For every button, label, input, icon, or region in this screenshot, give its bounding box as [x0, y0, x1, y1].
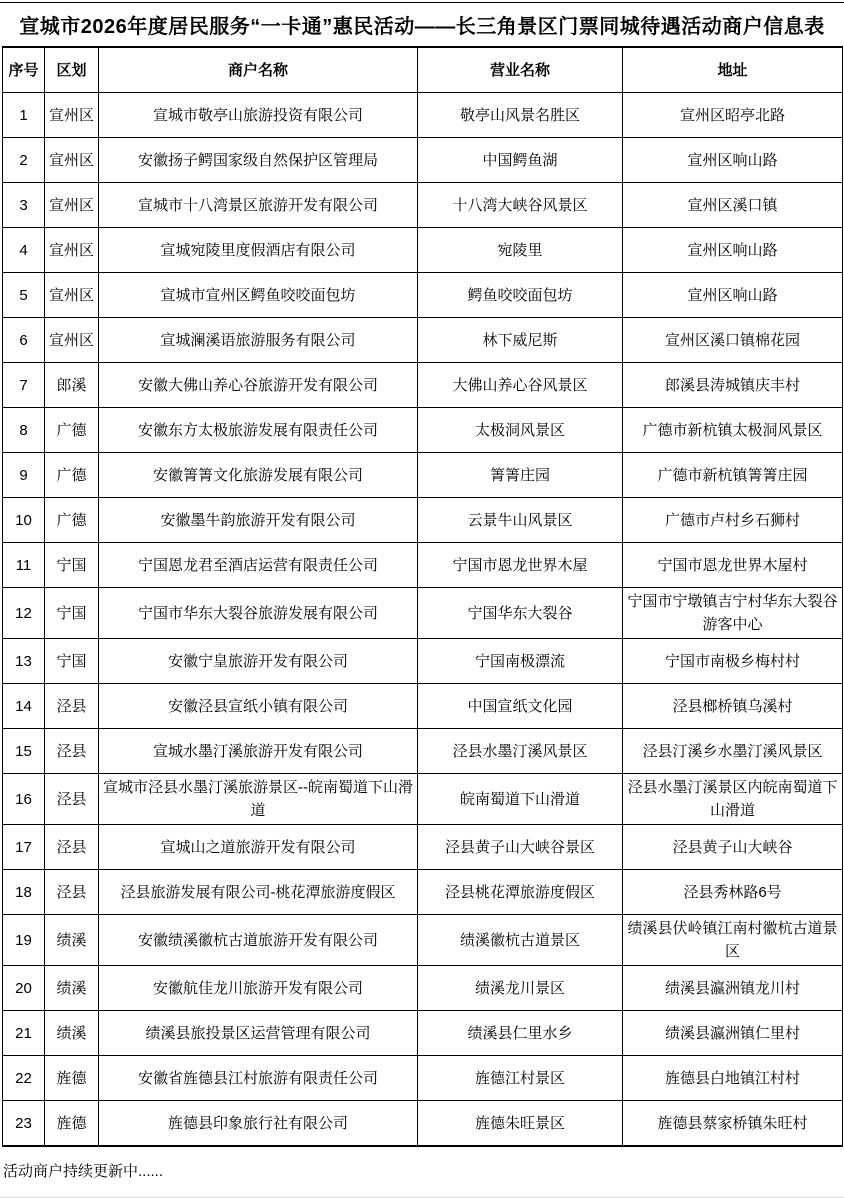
cell-business: 泾县水墨汀溪风景区 — [418, 729, 623, 774]
cell-seq: 16 — [3, 774, 45, 825]
cell-seq: 22 — [3, 1056, 45, 1101]
cell-merchant: 宁国恩龙君至酒店运营有限责任公司 — [99, 543, 418, 588]
cell-address: 泾县汀溪乡水墨汀溪风景区 — [623, 729, 843, 774]
cell-merchant: 安徽省旌德县江村旅游有限责任公司 — [99, 1056, 418, 1101]
cell-seq: 3 — [3, 183, 45, 228]
table-header-row — [3, 47, 843, 93]
cell-address: 旌德县白地镇江村村 — [623, 1056, 843, 1101]
table-row — [3, 498, 843, 543]
cell-business: 宁国南极漂流 — [418, 639, 623, 684]
cell-address: 泾县黄子山大峡谷 — [623, 825, 843, 870]
cell-merchant: 安徽绩溪徽杭古道旅游开发有限公司 — [99, 915, 418, 966]
cell-district: 宁国 — [45, 543, 99, 588]
cell-address: 绩溪县伏岭镇江南村徽杭古道景区 — [623, 915, 843, 966]
cell-seq: 1 — [3, 93, 45, 138]
cell-address: 宁国市恩龙世界木屋村 — [623, 543, 843, 588]
table-row — [3, 684, 843, 729]
cell-district: 宣州区 — [45, 93, 99, 138]
table-row — [3, 93, 843, 138]
header-address: 地址 — [623, 47, 843, 93]
table-row — [3, 1011, 843, 1056]
cell-district: 宁国 — [45, 639, 99, 684]
table-row — [3, 228, 843, 273]
cell-merchant: 宣城宛陵里度假酒店有限公司 — [99, 228, 418, 273]
cell-district: 泾县 — [45, 870, 99, 915]
cell-address: 绩溪县瀛洲镇仁里村 — [623, 1011, 843, 1056]
table-row — [3, 318, 843, 363]
cell-business: 中国鳄鱼湖 — [418, 138, 623, 183]
table-row — [3, 138, 843, 183]
page-title: 宣城市2026年度居民服务“一卡通”惠民活动——长三角景区门票同城待遇活动商户信息表 — [0, 2, 844, 46]
cell-district: 泾县 — [45, 774, 99, 825]
footer-note: 活动商户持续更新中...... — [3, 1163, 164, 1180]
cell-address: 宣州区响山路 — [623, 138, 843, 183]
cell-district: 广德 — [45, 498, 99, 543]
table-body — [3, 93, 843, 1147]
cell-seq: 4 — [3, 228, 45, 273]
cell-address: 宣州区响山路 — [623, 228, 843, 273]
table-row — [3, 915, 843, 966]
cell-seq: 13 — [3, 639, 45, 684]
cell-address: 宁国市宁墩镇吉宁村华东大裂谷游客中心 — [623, 588, 843, 639]
cell-address: 泾县水墨汀溪景区内皖南蜀道下山滑道 — [623, 774, 843, 825]
cell-seq: 11 — [3, 543, 45, 588]
cell-address: 郎溪县涛城镇庆丰村 — [623, 363, 843, 408]
table-row — [3, 273, 843, 318]
table-row — [3, 825, 843, 870]
cell-business: 箐箐庄园 — [418, 453, 623, 498]
cell-merchant: 安徽大佛山养心谷旅游开发有限公司 — [99, 363, 418, 408]
cell-district: 宣州区 — [45, 228, 99, 273]
cell-district: 泾县 — [45, 825, 99, 870]
cell-seq: 23 — [3, 1101, 45, 1147]
cell-business: 泾县桃花潭旅游度假区 — [418, 870, 623, 915]
cell-merchant: 绩溪县旅投景区运营管理有限公司 — [99, 1011, 418, 1056]
cell-seq: 21 — [3, 1011, 45, 1056]
table-row — [3, 774, 843, 825]
cell-address: 广德市卢村乡石狮村 — [623, 498, 843, 543]
cell-business: 云景牛山风景区 — [418, 498, 623, 543]
cell-seq: 17 — [3, 825, 45, 870]
cell-address: 广德市新杭镇太极洞风景区 — [623, 408, 843, 453]
cell-seq: 20 — [3, 966, 45, 1011]
cell-business: 绩溪龙川景区 — [418, 966, 623, 1011]
cell-merchant: 宣城市宣州区鳄鱼咬咬面包坊 — [99, 273, 418, 318]
cell-merchant: 安徽泾县宣纸小镇有限公司 — [99, 684, 418, 729]
cell-merchant: 宣城市十八湾景区旅游开发有限公司 — [99, 183, 418, 228]
cell-business: 鳄鱼咬咬面包坊 — [418, 273, 623, 318]
cell-business: 十八湾大峡谷风景区 — [418, 183, 623, 228]
cell-merchant: 安徽宁皇旅游开发有限公司 — [99, 639, 418, 684]
table-row — [3, 408, 843, 453]
table-row — [3, 729, 843, 774]
cell-seq: 9 — [3, 453, 45, 498]
cell-district: 郎溪 — [45, 363, 99, 408]
cell-district: 宣州区 — [45, 183, 99, 228]
cell-address: 泾县秀林路6号 — [623, 870, 843, 915]
cell-business: 皖南蜀道下山滑道 — [418, 774, 623, 825]
table-row — [3, 543, 843, 588]
cell-business: 大佛山养心谷风景区 — [418, 363, 623, 408]
header-merchant: 商户名称 — [99, 47, 418, 93]
header-seq: 序号 — [3, 47, 45, 93]
cell-district: 宣州区 — [45, 318, 99, 363]
table-row — [3, 1101, 843, 1147]
cell-business: 绩溪县仁里水乡 — [418, 1011, 623, 1056]
cell-district: 泾县 — [45, 684, 99, 729]
cell-district: 宁国 — [45, 588, 99, 639]
cell-district: 绩溪 — [45, 1011, 99, 1056]
cell-business: 林下威尼斯 — [418, 318, 623, 363]
cell-seq: 8 — [3, 408, 45, 453]
cell-district: 宣州区 — [45, 273, 99, 318]
cell-seq: 12 — [3, 588, 45, 639]
cell-district: 绩溪 — [45, 915, 99, 966]
table-row — [3, 363, 843, 408]
cell-business: 宛陵里 — [418, 228, 623, 273]
cell-district: 旌德 — [45, 1056, 99, 1101]
cell-address: 宁国市南极乡梅村村 — [623, 639, 843, 684]
cell-merchant: 宣城市泾县水墨汀溪旅游景区--皖南蜀道下山滑道 — [99, 774, 418, 825]
table-row — [3, 588, 843, 639]
cell-seq: 14 — [3, 684, 45, 729]
table-row — [3, 183, 843, 228]
cell-merchant: 安徽箐箐文化旅游发展有限公司 — [99, 453, 418, 498]
table-row — [3, 870, 843, 915]
cell-district: 绩溪 — [45, 966, 99, 1011]
cell-seq: 18 — [3, 870, 45, 915]
table-row — [3, 453, 843, 498]
cell-business: 旌德朱旺景区 — [418, 1101, 623, 1147]
cell-merchant: 宣城澜溪语旅游服务有限公司 — [99, 318, 418, 363]
cell-address: 绩溪县瀛洲镇龙川村 — [623, 966, 843, 1011]
cell-address: 宣州区响山路 — [623, 273, 843, 318]
cell-business: 太极洞风景区 — [418, 408, 623, 453]
merchant-table — [2, 46, 843, 1147]
cell-address: 泾县榔桥镇乌溪村 — [623, 684, 843, 729]
header-business: 营业名称 — [418, 47, 623, 93]
cell-seq: 6 — [3, 318, 45, 363]
cell-address: 广德市新杭镇箐箐庄园 — [623, 453, 843, 498]
cell-merchant: 安徽墨牛韵旅游开发有限公司 — [99, 498, 418, 543]
cell-merchant: 宣城水墨汀溪旅游开发有限公司 — [99, 729, 418, 774]
cell-business: 绩溪徽杭古道景区 — [418, 915, 623, 966]
cell-business: 宁国华东大裂谷 — [418, 588, 623, 639]
cell-business: 旌德江村景区 — [418, 1056, 623, 1101]
cell-merchant: 旌德县印象旅行社有限公司 — [99, 1101, 418, 1147]
cell-district: 泾县 — [45, 729, 99, 774]
cell-district: 旌德 — [45, 1101, 99, 1147]
cell-business: 宁国市恩龙世界木屋 — [418, 543, 623, 588]
table-row — [3, 966, 843, 1011]
cell-district: 宣州区 — [45, 138, 99, 183]
cell-merchant: 宁国市华东大裂谷旅游发展有限公司 — [99, 588, 418, 639]
cell-merchant: 泾县旅游发展有限公司-桃花潭旅游度假区 — [99, 870, 418, 915]
cell-business: 泾县黄子山大峡谷景区 — [418, 825, 623, 870]
cell-business: 敬亭山风景名胜区 — [418, 93, 623, 138]
cell-merchant: 宣城山之道旅游开发有限公司 — [99, 825, 418, 870]
cell-merchant: 安徽扬子鳄国家级自然保护区管理局 — [99, 138, 418, 183]
cell-district: 广德 — [45, 453, 99, 498]
cell-address: 旌德县蔡家桥镇朱旺村 — [623, 1101, 843, 1147]
cell-seq: 7 — [3, 363, 45, 408]
cell-seq: 19 — [3, 915, 45, 966]
cell-address: 宣州区昭亭北路 — [623, 93, 843, 138]
header-district: 区划 — [45, 47, 99, 93]
cell-merchant: 宣城市敬亭山旅游投资有限公司 — [99, 93, 418, 138]
cell-merchant: 安徽航佳龙川旅游开发有限公司 — [99, 966, 418, 1011]
cell-seq: 2 — [3, 138, 45, 183]
table-row — [3, 639, 843, 684]
cell-seq: 5 — [3, 273, 45, 318]
table-row — [3, 1056, 843, 1101]
cell-address: 宣州区溪口镇 — [623, 183, 843, 228]
cell-seq: 15 — [3, 729, 45, 774]
cell-merchant: 安徽东方太极旅游发展有限责任公司 — [99, 408, 418, 453]
cell-district: 广德 — [45, 408, 99, 453]
cell-business: 中国宣纸文化园 — [418, 684, 623, 729]
cell-seq: 10 — [3, 498, 45, 543]
cell-address: 宣州区溪口镇棉花园 — [623, 318, 843, 363]
